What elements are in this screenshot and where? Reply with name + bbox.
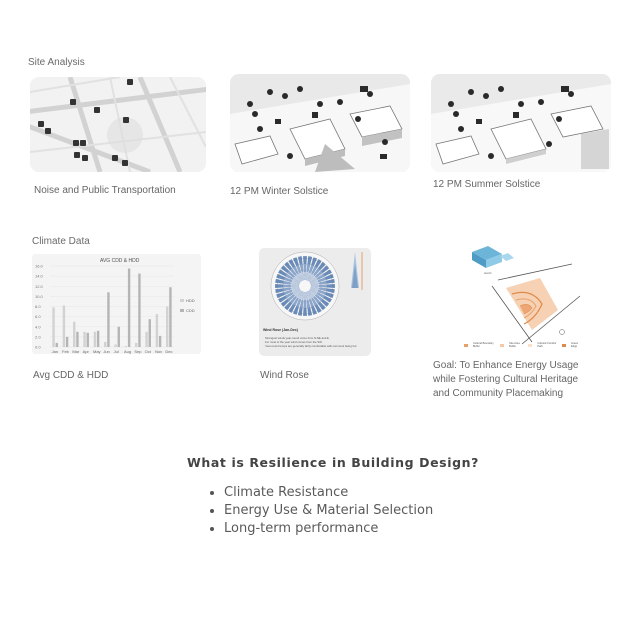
bar-hdd-feb (63, 305, 65, 347)
legend-item-4: Green Edge (571, 342, 579, 348)
wind-rose-scale (351, 252, 362, 290)
site-analysis-heading: Site Analysis (28, 57, 85, 68)
resilience-question: What is Resilience in Building Design? (187, 455, 479, 470)
bar-hdd-dec (166, 307, 168, 348)
winter-model-graphic (230, 74, 410, 172)
wind-rose-graphic (259, 248, 371, 356)
svg-text:sketch: sketch (484, 272, 492, 275)
y-tick-label: 8.0 (35, 304, 41, 309)
wind-note-1: Strongest winds year-round come from N-NE and E (265, 336, 329, 340)
bar-cdd-may (97, 331, 99, 347)
summer-model-graphic (431, 74, 611, 172)
winter-solstice-model (230, 74, 410, 172)
bar-hdd-oct (145, 332, 147, 347)
x-tick-label: Mar (72, 349, 80, 354)
bar-cdd-oct (149, 319, 151, 347)
y-tick-label: 14.0 (35, 273, 43, 279)
bar-hdd-may (94, 332, 96, 347)
x-tick-label: Feb (62, 349, 69, 354)
legend-swatch-3 (528, 344, 532, 347)
x-tick-label: Jun (103, 349, 110, 354)
x-tick-label: Apr (82, 349, 89, 354)
bar-hdd-jan (52, 308, 54, 347)
legend-swatch-2 (500, 344, 504, 347)
goal-caption (433, 359, 623, 401)
bar-hdd-jun (104, 342, 106, 347)
y-tick-label: 4.0 (35, 324, 41, 330)
goal-caption-line-3: and Community Placemaking (433, 388, 564, 399)
cdd-hdd-chart-svg (32, 254, 201, 354)
x-tick-label: Nov (155, 349, 163, 354)
panel-caption-summer: 12 PM Summer Solstice (433, 179, 541, 190)
goal-caption-line-1: Goal: To Enhance Energy Usage (433, 360, 579, 371)
legend-swatch-1 (464, 344, 468, 347)
legend-item-1: Cultural Boundary Buffer (472, 342, 494, 348)
climate-data-heading: Climate Data (32, 236, 90, 247)
y-tick-label: 6.0 (35, 314, 41, 320)
point-long-term: Long-term performance (208, 520, 433, 538)
resilience-points (208, 484, 433, 538)
summer-solstice-model (431, 74, 611, 172)
y-tick-label: 16.0 (35, 263, 43, 269)
wind-rose-panel (259, 248, 371, 356)
point-climate-resistance: Climate Resistance (208, 484, 433, 502)
bar-hdd-jul (114, 344, 116, 347)
bar-hdd-nov (156, 314, 158, 347)
cdd-hdd-chart (32, 254, 201, 354)
legend-label-hdd: HDD (186, 298, 195, 303)
legend-swatch-hdd (180, 299, 184, 302)
legend-swatch-cdd (180, 309, 184, 312)
bar-cdd-aug (128, 269, 130, 347)
bar-cdd-mar (76, 332, 78, 347)
panel-caption-noise: Noise and Public Transportation (34, 185, 176, 196)
legend-item-2: Site Area Buffer (509, 342, 520, 348)
bar-hdd-mar (73, 322, 75, 347)
legend-item-3: Cultural Corridor Path (537, 342, 557, 348)
y-tick-label: 2.0 (35, 334, 41, 340)
y-tick-label: 10.0 (35, 293, 43, 299)
noise-transport-map (30, 77, 206, 172)
x-tick-label: Jan (51, 349, 59, 354)
bar-cdd-sep (138, 274, 140, 347)
legend-swatch-4 (562, 344, 566, 347)
panel-caption-winter: 12 PM Winter Solstice (230, 186, 329, 197)
goal-caption-line-2: while Fostering Cultural Heritage (433, 374, 579, 385)
x-tick-label: Aug (124, 349, 132, 354)
x-tick-label: Sep (134, 349, 142, 354)
bar-cdd-jun (107, 292, 109, 347)
point-energy-material: Energy Use & Material Selection (208, 502, 433, 520)
wind-rose-panel-title: Wind Rose (Jan-Dec) (263, 328, 298, 332)
x-tick-label: Oct (144, 349, 151, 354)
bar-hdd-aug (125, 346, 127, 347)
map-graphic (30, 77, 206, 172)
y-tick-label: 0.0 (35, 344, 41, 350)
x-tick-label: May (93, 349, 101, 354)
bar-cdd-apr (87, 333, 89, 347)
bar-cdd-jan (56, 343, 58, 347)
x-tick-label: Jul (113, 349, 119, 354)
bar-cdd-jul (118, 327, 120, 347)
wind-note-3: Year-round temps are generally fairly comfortable with comment being hot (265, 344, 357, 348)
wind-rose-caption: Wind Rose (260, 370, 309, 381)
x-tick-label: Dec (165, 349, 173, 354)
goal-diagram-graphic (462, 244, 582, 348)
bar-hdd-sep (135, 343, 137, 347)
bar-cdd-dec (169, 287, 171, 347)
wind-note-2: For most of the year wind comes from the SW (265, 340, 322, 344)
chart-caption: Avg CDD & HDD (33, 370, 109, 381)
chart-title: AVG CDD & HDD (100, 258, 140, 264)
legend-label-cdd: CDD (186, 308, 195, 313)
bar-cdd-feb (66, 337, 68, 347)
goal-legend (464, 342, 582, 348)
goal-site-diagram (462, 244, 582, 348)
y-tick-label: 12.0 (35, 283, 43, 289)
bar-hdd-apr (83, 332, 85, 347)
bar-cdd-nov (159, 336, 161, 347)
